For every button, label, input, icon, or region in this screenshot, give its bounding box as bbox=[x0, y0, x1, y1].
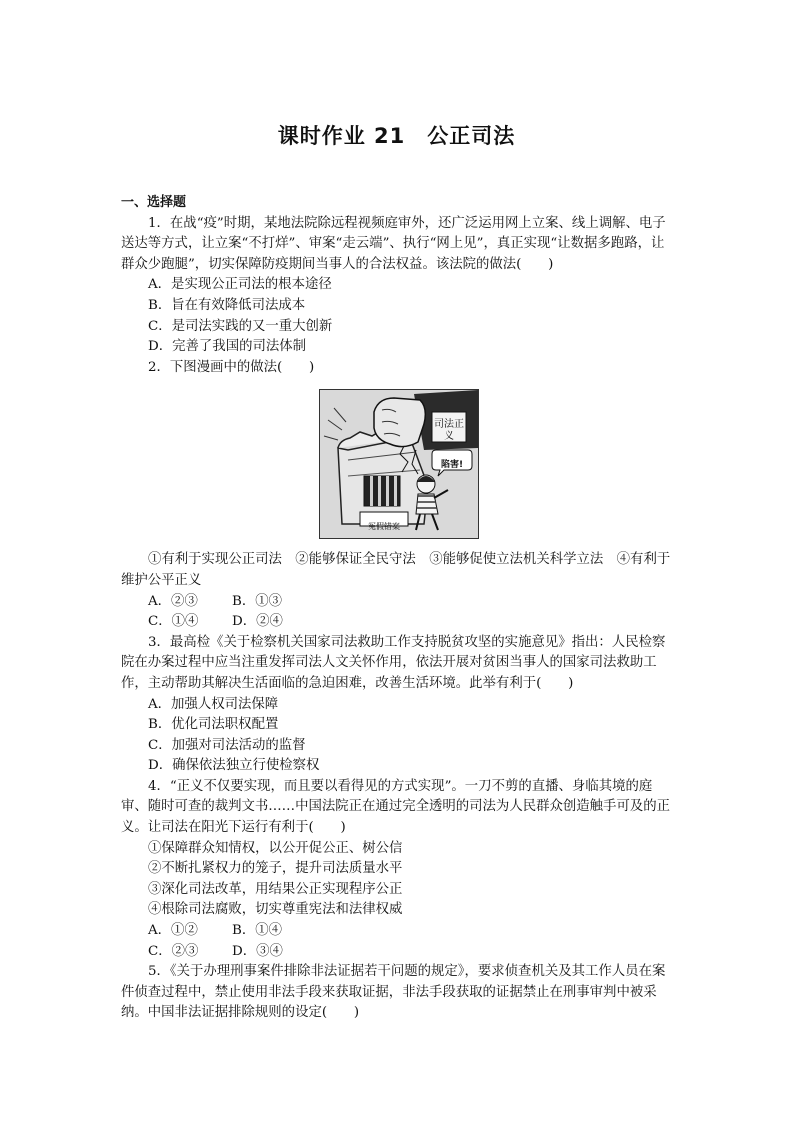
q1-option-d: D．完善了我国的司法体制 bbox=[148, 339, 307, 355]
q2-items: ①有利于实现公正司法 ②能够保证全民守法 ③能够促使立法机关科学立法 ④有利于维护公平正义 bbox=[121, 552, 671, 588]
q4-option-a: A．①② bbox=[148, 923, 198, 939]
cartoon-sign-text: 冤假错案 bbox=[368, 521, 400, 531]
q2-options-row-2 bbox=[121, 612, 677, 633]
q4-item-2: ②不断扎紧权力的笼子，提升司法质量水平 bbox=[148, 861, 403, 877]
q1-stem: 1．在战“疫”时期，某地法院除远程视频庭审外，还广泛运用网上立案、线上调解、电子送达等方式，让立案“不打烊”、审案“走云端”、执行“网上见”，真正实现“让数据多跑路，让群众少跑腿”，切实保障防疫期间当事人的合法权益。该法院的做法( ) bbox=[121, 215, 666, 272]
section-heading: 一、选择题 bbox=[121, 195, 187, 210]
q4-option-d: D．③④ bbox=[232, 943, 283, 959]
q4-item-1: ①保障群众知情权，以公开促公正、树公信 bbox=[148, 840, 403, 856]
q4-options-row-1 bbox=[121, 921, 677, 942]
cartoon-fist-label: 司法正义 bbox=[434, 418, 464, 442]
cartoon-container bbox=[121, 378, 677, 550]
q1-option-b: B．旨在有效降低司法成本 bbox=[148, 297, 306, 313]
q4-option-b: B．①④ bbox=[232, 923, 283, 939]
page-title: 课时作业 21 公正司法 bbox=[277, 124, 516, 148]
q3-option-c: C．加强对司法活动的监督 bbox=[148, 737, 306, 753]
q2-stem: 2．下图漫画中的做法( ) bbox=[148, 359, 315, 375]
q2-options-row-1 bbox=[121, 592, 677, 613]
q2-option-c: C．①④ bbox=[148, 614, 199, 630]
q3-option-b: B．优化司法职权配置 bbox=[148, 717, 279, 733]
q1-option-c: C．是司法实践的又一重大创新 bbox=[148, 318, 333, 334]
q4-options-row-2 bbox=[121, 942, 677, 963]
q4-item-4: ④根除司法腐败，切实尊重宪法和法律权威 bbox=[148, 902, 403, 918]
cartoon-speech-text: 陷害! bbox=[440, 459, 464, 470]
q2-option-d: D．②④ bbox=[232, 614, 283, 630]
q2-option-a: A．②③ bbox=[148, 593, 198, 609]
q5-stem: 5．《关于办理刑事案件排除非法证据若干问题的规定》，要求侦查机关及其工作人员在案件侦查过程中，禁止使用非法手段来获取证据，非法手段获取的证据禁止在刑事审判中被采纳。中国非法证据排除规则的设定( ) bbox=[121, 964, 666, 1021]
q4-stem: 4．“正义不仅要实现，而且要以看得见的方式实现”。一刀不剪的直播、身临其境的庭审、随时可查的裁判文书……中国法院正在通过完全透明的司法为人民群众创造触手可及的正义。让司法在阳光下运行有利于( ) bbox=[121, 778, 671, 836]
q3-stem: 3．最高检《关于检察机关国家司法救助工作支持脱贫攻坚的实施意见》指出：人民检察院在办案过程中应当注重发挥司法人文关怀作用，依法开展对贫困当事人的国家司法救助工作，主动帮助其解决生活面临的急迫困难，改善生活环境。此举有利于( ) bbox=[121, 634, 666, 691]
q3-option-d: D．确保依法独立行使检察权 bbox=[148, 758, 320, 774]
q3-option-a: A．加强人权司法保障 bbox=[148, 696, 279, 712]
question-list bbox=[121, 193, 677, 1024]
q1-option-a: A．是实现公正司法的根本途径 bbox=[148, 277, 332, 293]
q4-option-c: C．②③ bbox=[148, 943, 199, 959]
cartoon-image bbox=[319, 389, 479, 539]
q4-item-3: ③深化司法改革，用结果公正实现程序公正 bbox=[148, 881, 403, 897]
q2-option-b: B．①③ bbox=[232, 593, 283, 609]
